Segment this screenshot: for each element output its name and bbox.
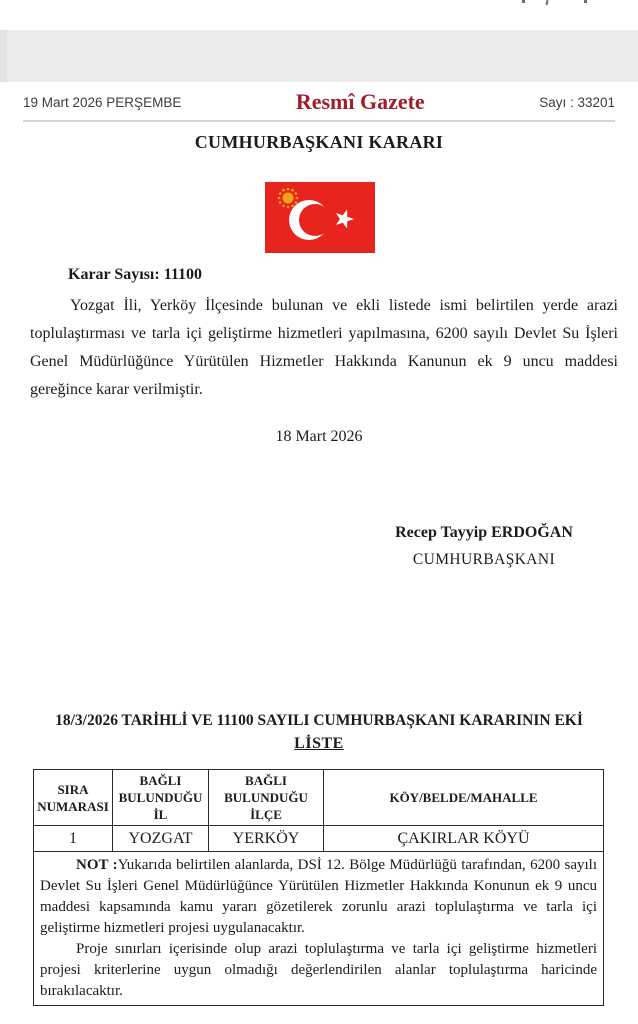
clipped-glyph <box>584 0 587 3</box>
signatory-title: CUMHURBAŞKANI <box>412 551 556 568</box>
gazette-title: Resmî Gazete <box>295 89 425 114</box>
header-line: BAĞLI <box>139 773 182 788</box>
col-header-sira <box>34 770 113 826</box>
header-line: NUMARASI <box>37 798 109 814</box>
header-band-edge <box>0 30 7 82</box>
note-paragraph-2: Proje sınırları içerisinde olup arazi toplulaştırma ve tarla içi geliştirme hizmetleri projesi kriterlerine uygun olmadığı değerlendirilen alanlar toplulaştırma haricinde bırakılacaktır. <box>40 941 597 999</box>
decision-number: Karar Sayısı: 11100 <box>68 266 202 283</box>
turkish-flag-icon <box>265 182 375 253</box>
note-paragraph-1 <box>40 855 597 939</box>
note-label: NOT : <box>76 857 118 873</box>
signature-block <box>393 524 575 569</box>
decision-date: 18 Mart 2026 <box>275 428 363 445</box>
clipped-text-fragment <box>500 0 630 6</box>
col-header-ilce <box>209 770 324 826</box>
col-header-koy <box>324 770 604 826</box>
presidential-flag-image <box>265 182 375 253</box>
note-p1-text: Yukarıda belirtilen alanlarda, DSİ 12. Bölge Müdürlüğü tarafından, 6200 sayılı Devlet Su İşleri Genel Müdürlüğünce Yürütülen Hizmetler Hakkında Konunun ek 9 uncu maddesi kapsamında kamu yararı gözetilerek zorunlu arazi toplulaştırma ve tarla içi geliştirme hizmetleri projesi uygulanacaktır. <box>40 857 597 936</box>
table-note-row <box>34 852 604 1006</box>
cell-koy: ÇAKIRLAR KÖYÜ <box>324 826 604 852</box>
gazette-issue-number: Sayı : 33201 <box>539 94 615 110</box>
table-row <box>34 826 604 852</box>
note-text <box>40 855 597 1002</box>
clipped-glyph <box>545 0 548 5</box>
annex-title <box>0 712 638 753</box>
header-line: KÖY/BELDE/MAHALLE <box>389 790 538 805</box>
col-header-il <box>113 770 209 826</box>
header-band <box>0 30 638 82</box>
masthead-divider <box>23 120 615 122</box>
cell-ilce: YERKÖY <box>209 826 324 852</box>
annex-list-label: LİSTE <box>294 735 344 752</box>
cell-il: YOZGAT <box>113 826 209 852</box>
annex-title-line: 18/3/2026 TARİHLİ VE 11100 SAYILI CUMHURBAŞKANI KARARININ EKİ <box>55 712 583 729</box>
gazette-date: 19 Mart 2026 PERŞEMBE <box>23 94 182 110</box>
annex-table <box>33 769 604 1006</box>
gazette-masthead <box>23 86 615 118</box>
header-line: BAĞLI <box>245 773 287 788</box>
note-cell <box>34 852 604 1006</box>
header-line: BULUNDUĞU İL <box>118 790 203 822</box>
decision-heading: CUMHURBAŞKANI KARARI <box>194 132 444 152</box>
clipped-glyph <box>522 0 525 3</box>
header-line: BULUNDUĞU İLÇE <box>224 790 308 822</box>
table-header-row <box>34 770 604 826</box>
decision-body-paragraph: Yozgat İli, Yerköy İlçesinde bulunan ve ekli listede ismi belirtilen yerde arazi toplulaştırması ve tarla içi geliştirme hizmetleri yapılmasına, 6200 sayılı Devlet Su İşleri Genel Müdürlüğünce Yürütülen Hizmetler Hakkında Kanunun ek 9 uncu maddesi gereğince karar verilmiştir. <box>30 297 618 398</box>
cell-sira: 1 <box>34 826 113 852</box>
signatory-name: Recep Tayyip ERDOĞAN <box>395 524 573 541</box>
header-line: SIRA <box>57 781 89 797</box>
